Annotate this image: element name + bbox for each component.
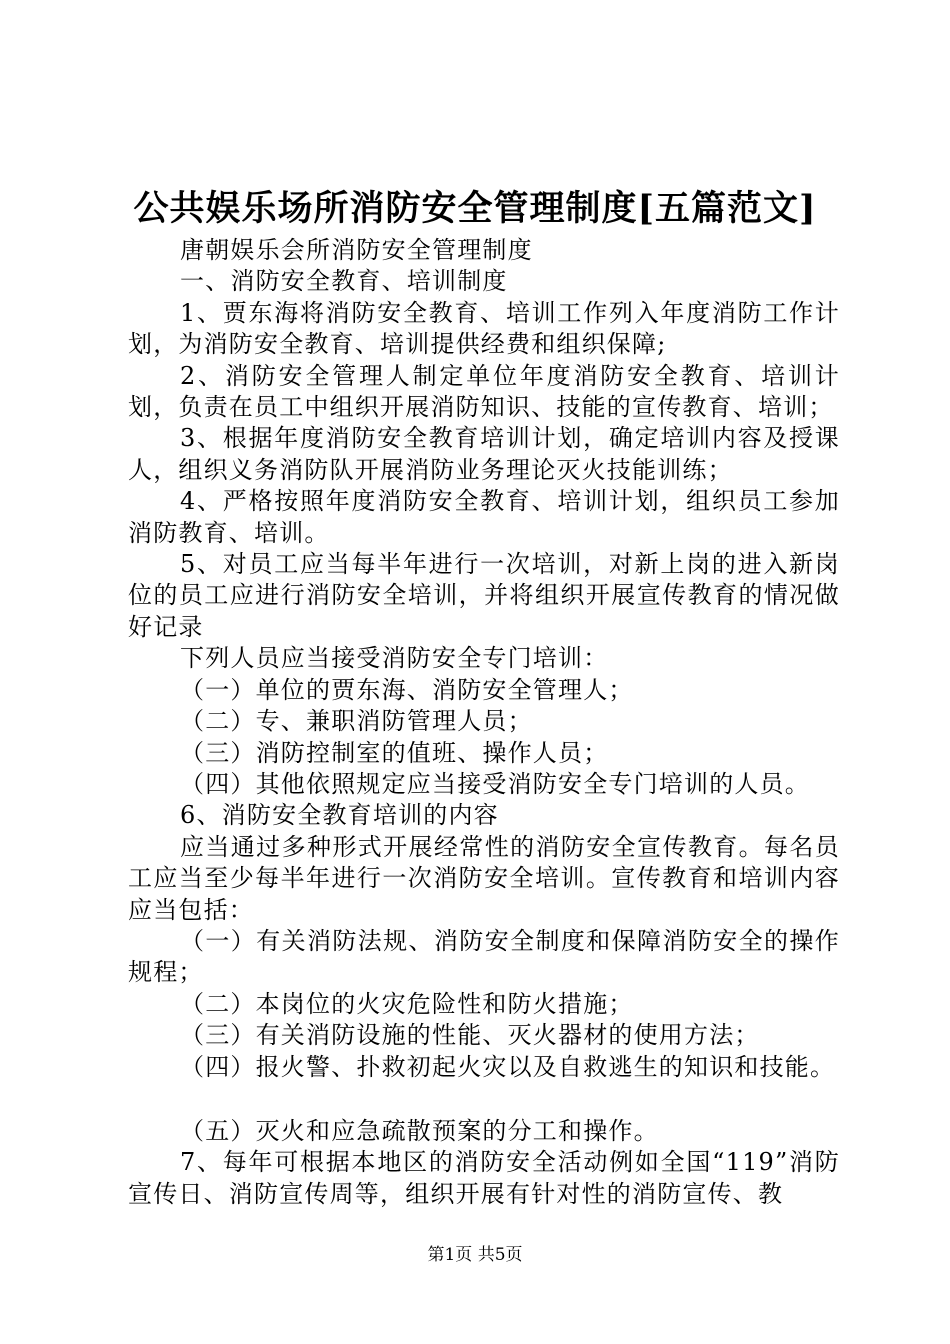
paragraph-item-2: 2、消防安全管理人制定单位年度消防安全教育、培训计划，负责在员工中组织开展消防知识、技能的宣传教育、培训； [128, 361, 840, 422]
paragraph-content-sub-3: （三）有关消防设施的性能、灭火器材的使用方法； [180, 1021, 760, 1050]
paragraph-content-sub-2: （二）本岗位的火灾危险性和防火措施； [180, 989, 634, 1018]
paragraph-section-heading: 一、消防安全教育、培训制度 [180, 267, 508, 296]
document-body [128, 235, 840, 1210]
paragraph-subtitle: 唐朝娱乐会所消防安全管理制度 [180, 236, 533, 264]
paragraph-content-sub-4: （四）报火警、扑救初起火灾以及自救逃生的知识和技能。 [180, 1052, 836, 1081]
paragraph-training-sub-4: （四）其他依照规定应当接受消防安全专门培训的人员。 [180, 769, 810, 798]
paragraph-training-intro: 下列人员应当接受消防安全专门培训： [180, 644, 609, 673]
paragraph-item-5: 5、对员工应当每半年进行一次培训，对新上岗的进入新岗位的员工应进行消防安全培训，并将组织开展宣传教育的情况做好记录 [128, 550, 840, 641]
paragraph-content-sub-1: （一）有关消防法规、消防安全制度和保障消防安全的操作规程； [128, 926, 840, 987]
paragraph-content-intro: 应当通过多种形式开展经常性的消防安全宣传教育。每名员工应当至少每半年进行一次消防安全培训。宣传教育和培训内容应当包括： [128, 832, 840, 924]
paragraph-training-sub-2: （二）专、兼职消防管理人员； [180, 707, 533, 736]
page-footer: 第1页 共5页 [427, 1245, 523, 1265]
paragraph-training-sub-3: （三）消防控制室的值班、操作人员； [180, 738, 609, 767]
paragraph-item-6: 6、消防安全教育培训的内容 [180, 801, 499, 830]
paragraph-item-4: 4、严格按照年度消防安全教育、培训计划，组织员工参加消防教育、培训。 [128, 487, 840, 547]
document-title: 公共娱乐场所消防安全管理制度[五篇范文] [133, 188, 817, 229]
paragraph-gap [128, 1083, 840, 1116]
paragraph-item-7: 7、每年可根据本地区的消防安全活动例如全国“119”消防宣传日、消防宣传周等，组织开展有针对性的消防宣传、教 [128, 1148, 840, 1208]
paragraph-content-sub-5: （五）灭火和应急疏散预案的分工和操作。 [180, 1116, 659, 1145]
paragraph-item-3: 3、根据年度消防安全教育培训计划，确定培训内容及授课人，组织义务消防队开展消防业务理论灭火技能训练； [128, 424, 840, 484]
paragraph-training-sub-1: （一）单位的贾东海、消防安全管理人； [180, 675, 634, 704]
paragraph-item-1: 1、贾东海将消防安全教育、培训工作列入年度消防工作计划，为消防安全教育、培训提供经费和组织保障; [128, 298, 840, 359]
